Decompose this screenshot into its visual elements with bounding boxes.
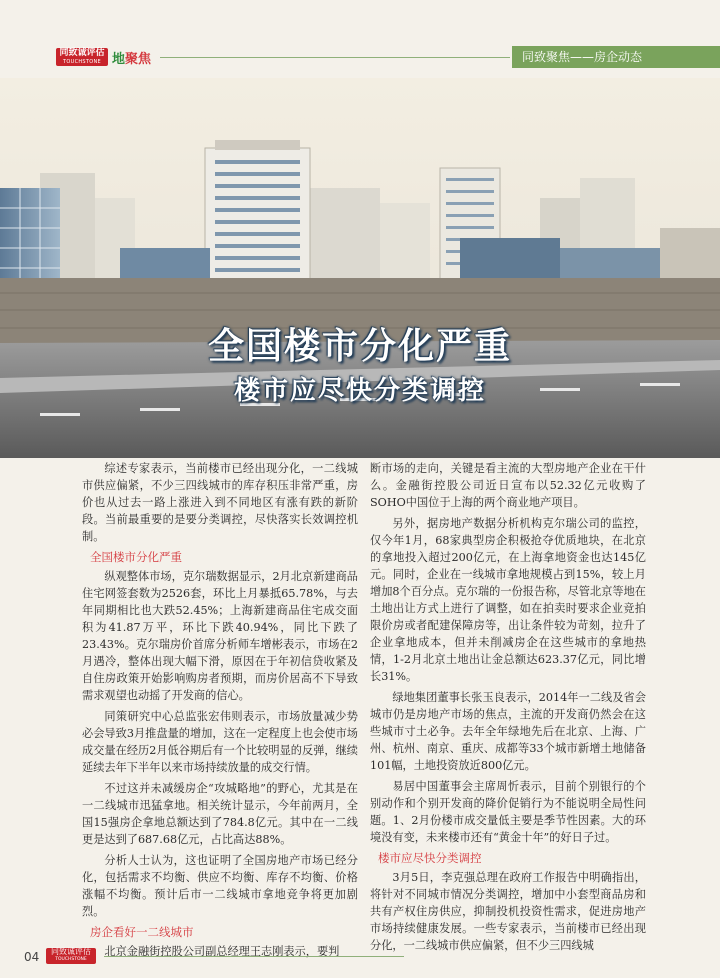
paragraph: 断市场的走向，关键是看主流的大型房地产企业在干什么。金融街控股公司近日宣布以52.32亿元收购了SOHO中国位于上海的两个商业地产项目。 (370, 462, 646, 509)
hero-image (0, 78, 720, 458)
article-subtitle: 楼市应尽快分类调控 (233, 376, 486, 406)
paragraph: 易居中国董事会主席周忻表示，目前个别银行的个别动作和个别开发商的降价促销行为不能说明全局性问题。1、2月份楼市成交量低主要是季节性因素。大的环境没有变，未来楼市还有“黄金十年”的好日子过。 (370, 780, 646, 844)
left-column (82, 460, 358, 964)
article-title: 全国楼市分化严重 (207, 325, 512, 367)
paragraph: 另外，据房地产数据分析机构克尔瑞公司的监控，仅今年1月，68家典型房企积极抢夺优质地块，在北京的拿地投入超过200亿元，在上海拿地资金也达145亿元。同时，企业在一线城市拿地规模占到15%，较上月增加8个百分点。克尔瑞的一份报告称，尽管北京等地在土地出让方式上进行了调整，如在拍卖时要求企业竞拍限价房或者配建保障房等，出让条件较为苛刻，拉升了企业拿地成本，但并未削减房企在这些城市的拿地热情，1-2月北京土地出让金总额达623.37亿元，同比增长31%。 (370, 517, 646, 683)
header-rule (160, 57, 510, 58)
footer-logo-en: TOUCHSTONE (55, 957, 87, 962)
section-heading: 楼市应尽快分类调控 (378, 851, 482, 865)
footer-rule (104, 956, 404, 957)
logo-en-text: TOUCHSTONE (63, 59, 101, 65)
section-heading: 全国楼市分化严重 (90, 550, 182, 564)
logo-cn-text: 同致诚评估 (59, 48, 105, 58)
paragraph: 分析人士认为，这也证明了全国房地产市场已经分化，包括需求不均衡、供应不均衡、库存不均衡、价格涨幅不均衡。预计后市一二线城市拿地竞争将更加剧烈。 (82, 854, 358, 918)
footer-logo (46, 948, 96, 964)
section-label: 同致聚焦——房企动态 (512, 46, 720, 68)
column-tag (112, 48, 151, 67)
paragraph: 纵观整体市场，克尔瑞数据显示，2月北京新建商品住宅网签套数为2526套，环比上月暴抵65.78%，与去年同期相比也大跌52.45%；上海新建商品住宅成交面积为41.87万平，环比下跌40.94%，同比下跌了23.43%。克尔瑞房价首席分析师车增彬表示，市场在2月遇冷，整体出现大幅下滑，原因在于年初信贷收紧及自住房政策开始影响购房者预期，而房价居高不下导致需求观望也动摇了开发商的信心。 (82, 570, 358, 702)
paragraph: 3月5日，李克强总理在政府工作报告中明确指出，将针对不同城市情况分类调控，增加中小套型商品房和共有产权住房供应，抑制投机投资性需求，促进房地产市场持续健康发展。一些专家表示，当前楼市已经出现分化，一二线城市供应偏紧，但不少三四线城 (370, 871, 646, 952)
section-heading: 房企看好一二线城市 (90, 925, 194, 939)
page-header (0, 38, 720, 74)
column-tag-a: 地 (112, 52, 126, 67)
footer-logo-cn: 同致诚评估 (51, 947, 91, 956)
paragraph: 不过这并未减缓房企“攻城略地”的野心，尤其是在一二线城市迅猛拿地。相关统计显示，今年前两月，全国15强房企拿地总额达到了784.8亿元。其中在一二线更是达到了687.68亿元，占比高达88%。 (82, 782, 358, 846)
right-column (370, 460, 646, 958)
paragraph: 绿地集团董事长张玉良表示，2014年一二线及省会城市仍是房地产市场的焦点，主流的开发商仍然会在这些城市寸土必争。去年全年绿地先后在北京、上海、广州、杭州、南京、重庆、成都等33个城市新增土地储备101幅，土地投资放近800亿元。 (370, 691, 646, 772)
paragraph: 北京金融街控股公司副总经理王志刚表示，要判 (104, 945, 340, 958)
column-tag-b: 聚焦 (125, 52, 152, 67)
page-number: 04 (24, 950, 40, 964)
paragraph: 同策研究中心总监张宏伟则表示，市场放量减少势必会导致3月推盘量的增加，这在一定程度上也会使市场成交量在经历2月低谷期后有一个比较明显的反弹，继续延续去年下半年以来市场持续放量的成交行情。 (82, 710, 358, 774)
paragraph: 综述专家表示，当前楼市已经出现分化，一二线城市供应偏紧，不少三四线城市的库存积压非常严重，房价也从过去一路上涨进入到不同地区有涨有跌的新阶段。当前最重要的是要分类调控，尽快落实长效调控机制。 (82, 462, 358, 543)
touchstone-logo (56, 48, 108, 66)
